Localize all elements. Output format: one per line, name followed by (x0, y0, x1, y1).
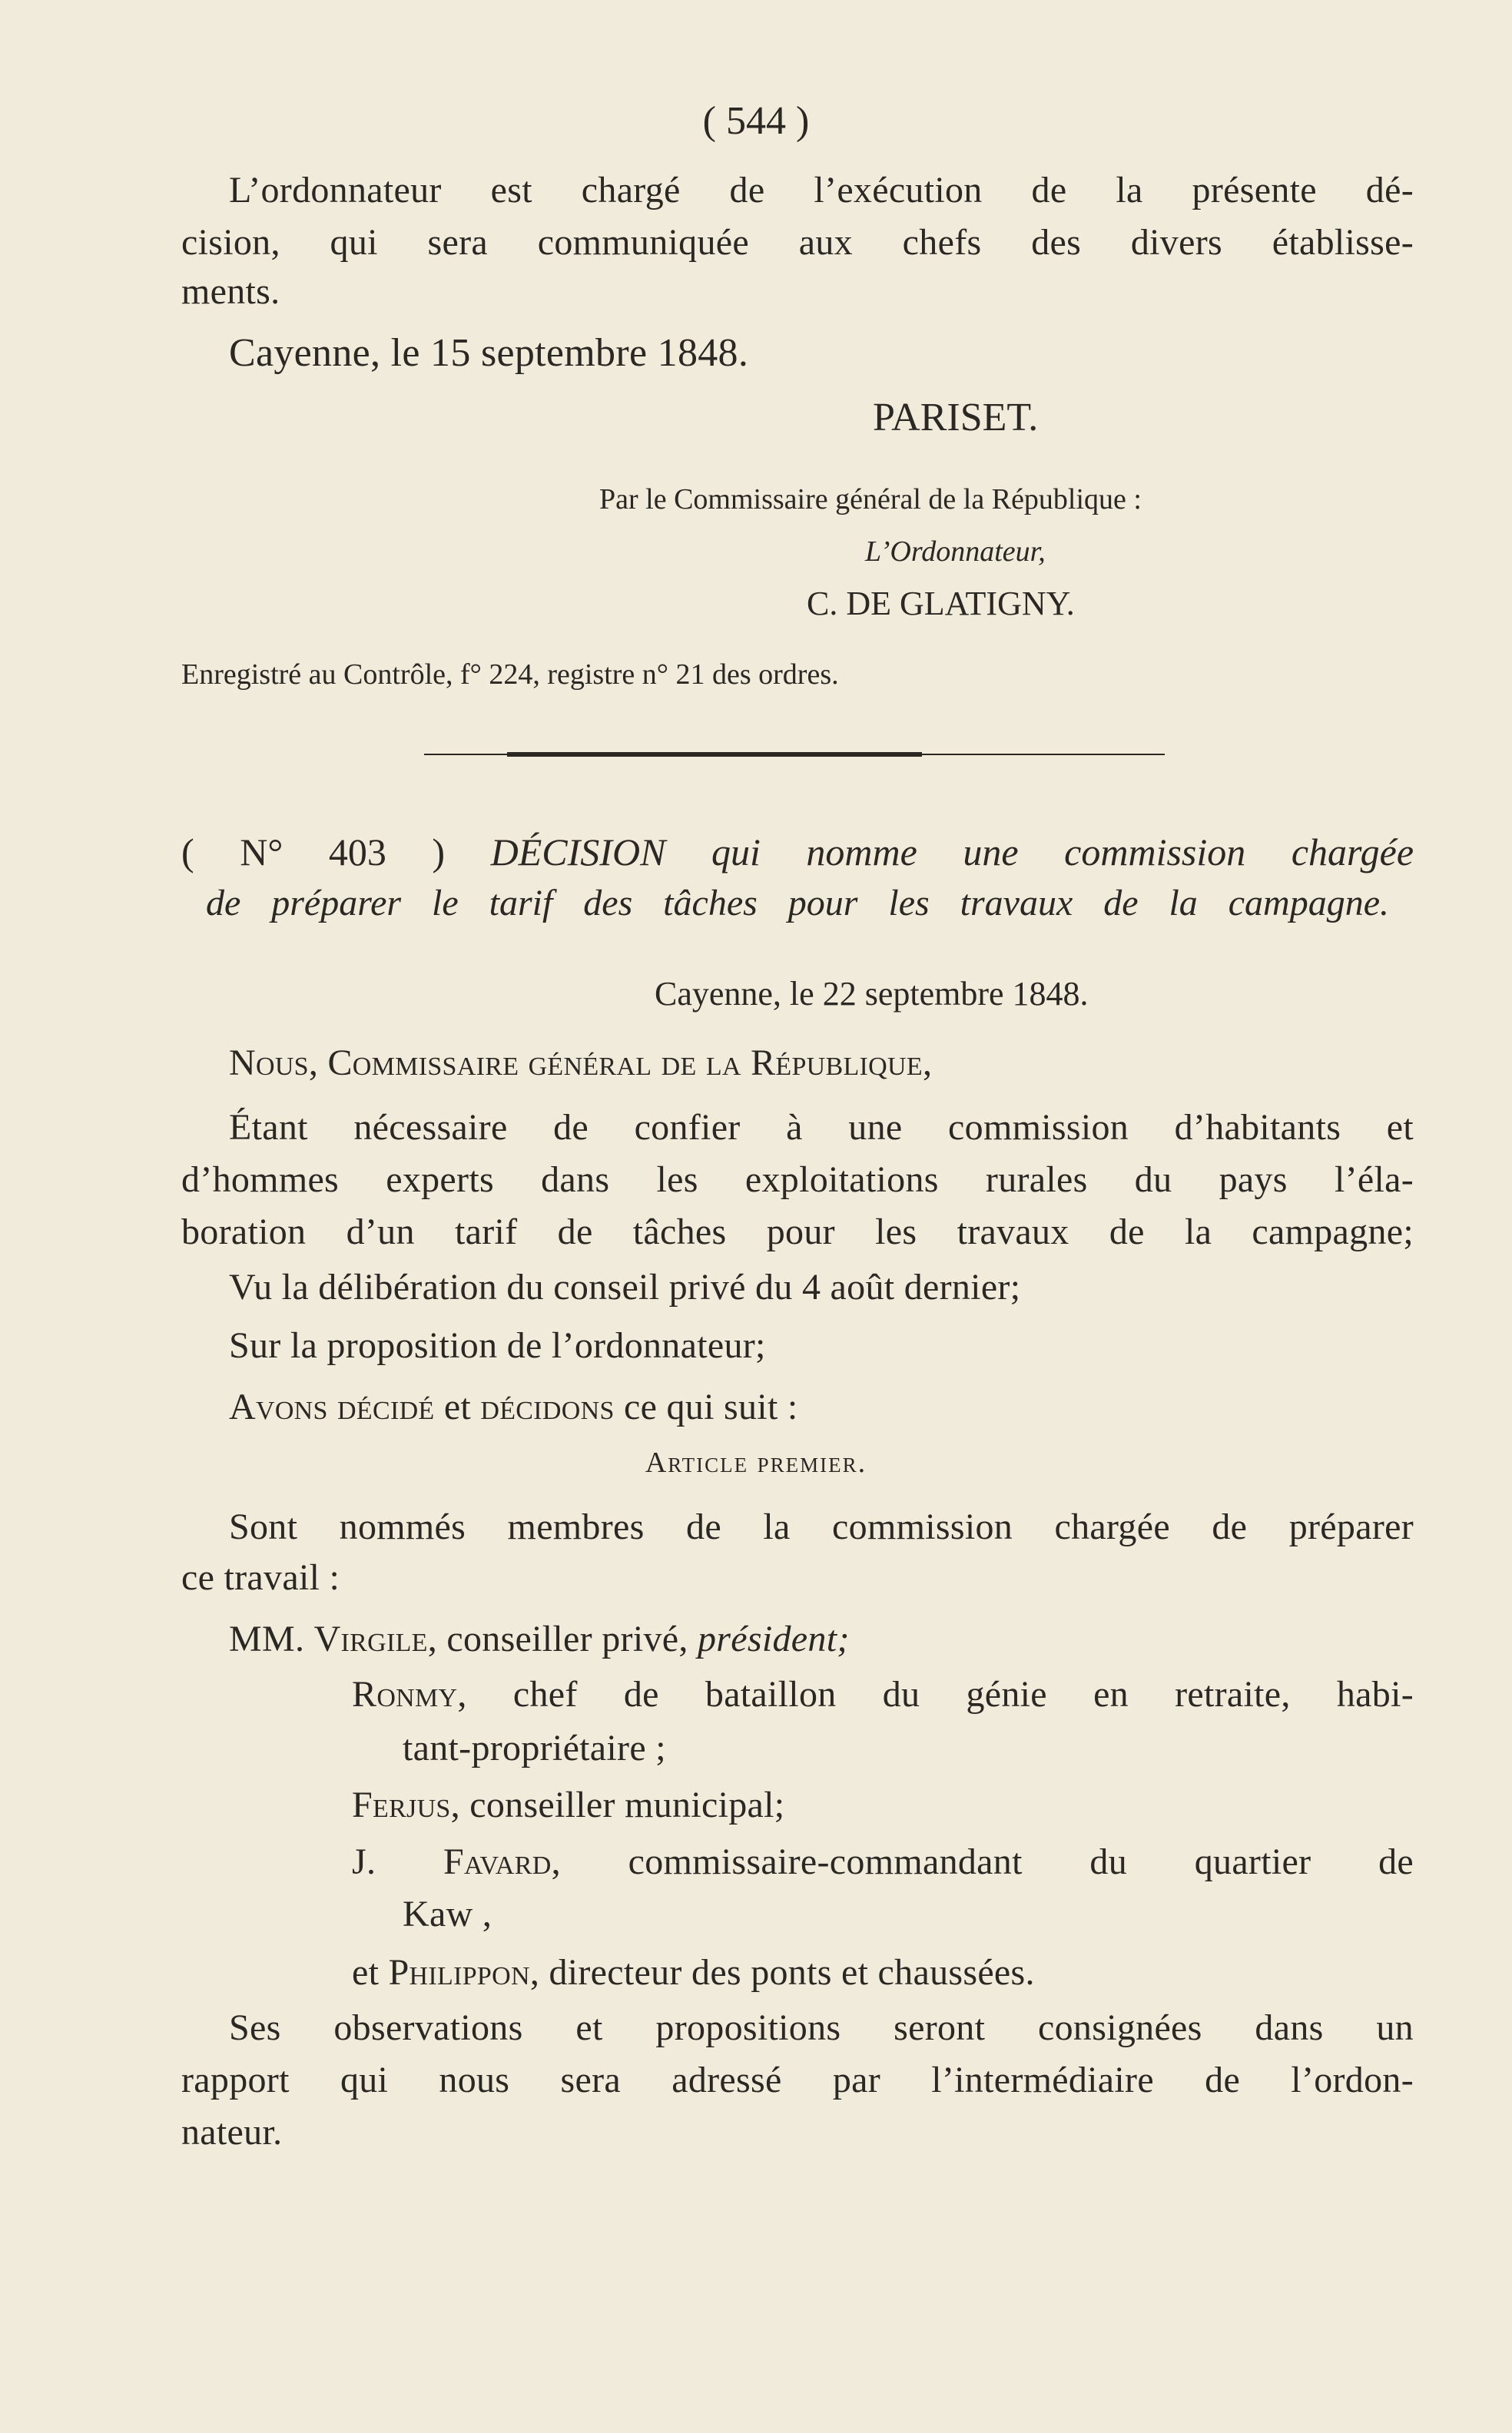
preamble: Nous, Commissaire général de la République, (229, 1042, 933, 1083)
closing-line-1: Ses observations et propositions seront consignées dans un (229, 2007, 1414, 2048)
page-number: ( 544 ) (702, 99, 810, 143)
member-desc: , conseiller municipal; (450, 1785, 785, 1825)
decision-number: ( N° 403 ) (181, 830, 446, 873)
ordonnateur-role: L’Ordonnateur, (865, 535, 1046, 568)
closing-line-3: nateur. (181, 2112, 283, 2153)
decision-heading-line-1 (181, 830, 1414, 874)
signature: PARISET. (873, 396, 1039, 439)
avons-word: Avons (229, 1387, 328, 1427)
et-word: et (443, 1387, 472, 1427)
member-ronmy-line-2: tant-propriétaire ; (403, 1728, 666, 1768)
member-initial: J. (352, 1841, 376, 1882)
registration-note: Enregistré au Contrôle, f° 224, registre n° 21 des ordres. (181, 658, 839, 691)
decision-date: Cayenne, le 22 septembre 1848. (655, 975, 1089, 1013)
member-name: Favard (443, 1841, 552, 1882)
suit-words: ce qui suit : (623, 1387, 798, 1427)
member-favard (352, 1841, 1414, 1883)
decide-word: décidé (337, 1387, 435, 1427)
mm-label: MM. (229, 1619, 305, 1659)
member-desc: , chef de bataillon du génie en retraite, habi- (457, 1674, 1414, 1715)
considerant-line-1: Étant nécessaire de confier à une commission d’habitants et (229, 1107, 1414, 1148)
member-virgile (229, 1618, 850, 1660)
separator-rule-thick (507, 752, 922, 757)
signed-by: Par le Commissaire général de la République : (599, 483, 1142, 515)
member-philippon (352, 1951, 1035, 1994)
member-desc: , commissaire-commandant du quartier de (551, 1841, 1414, 1882)
member-name: Virgile (313, 1619, 428, 1659)
closing-line-2: rapport qui nous sera adressé par l’intermédiaire de l’ordon- (181, 2060, 1414, 2100)
member-ferjus (352, 1784, 784, 1826)
decision-title-rest: qui nomme une commission chargée (711, 830, 1414, 873)
considerant-line-2: d’hommes experts dans les exploitations rurales du pays l’éla- (181, 1159, 1414, 1200)
member-ronmy (352, 1673, 1414, 1715)
countersignature: C. DE GLATIGNY. (807, 585, 1075, 622)
decision-title-word: DÉCISION (490, 830, 666, 873)
intro-line-1: L’ordonnateur est chargé de l’exécution de la présente dé- (229, 170, 1414, 210)
article-line-1: Sont nommés membres de la commission chargée de préparer (229, 1507, 1414, 1547)
member-role: président; (698, 1619, 850, 1659)
article-line-2: ce travail : (181, 1557, 340, 1598)
intro-date: Cayenne, le 15 septembre 1848. (229, 331, 749, 375)
avons-clause (229, 1386, 798, 1428)
member-name: Philippon (388, 1952, 530, 1993)
member-name: Ferjus (352, 1785, 451, 1825)
member-desc: , conseiller privé, (427, 1619, 688, 1659)
member-favard-line-2: Kaw , (403, 1894, 492, 1934)
member-desc: , directeur des ponts et chaussées. (529, 1952, 1035, 1993)
decidons-word: décidons (480, 1387, 615, 1427)
article-heading: Article premier. (645, 1447, 867, 1479)
vu-clause: Vu la délibération du conseil privé du 4 août dernier; (229, 1267, 1021, 1308)
intro-line-2: cision, qui sera communiquée aux chefs des divers établisse- (181, 222, 1414, 263)
decision-title-line-2: de préparer le tarif des tâches pour les travaux de la campagne. (206, 883, 1389, 923)
sur-clause: Sur la proposition de l’ordonnateur; (229, 1325, 766, 1366)
intro-line-3: ments. (181, 271, 280, 312)
considerant-line-3: boration d’un tarif de tâches pour les travaux de la campagne; (181, 1212, 1414, 1252)
member-name: Ronmy (352, 1674, 458, 1715)
member-prefix: et (352, 1952, 380, 1993)
